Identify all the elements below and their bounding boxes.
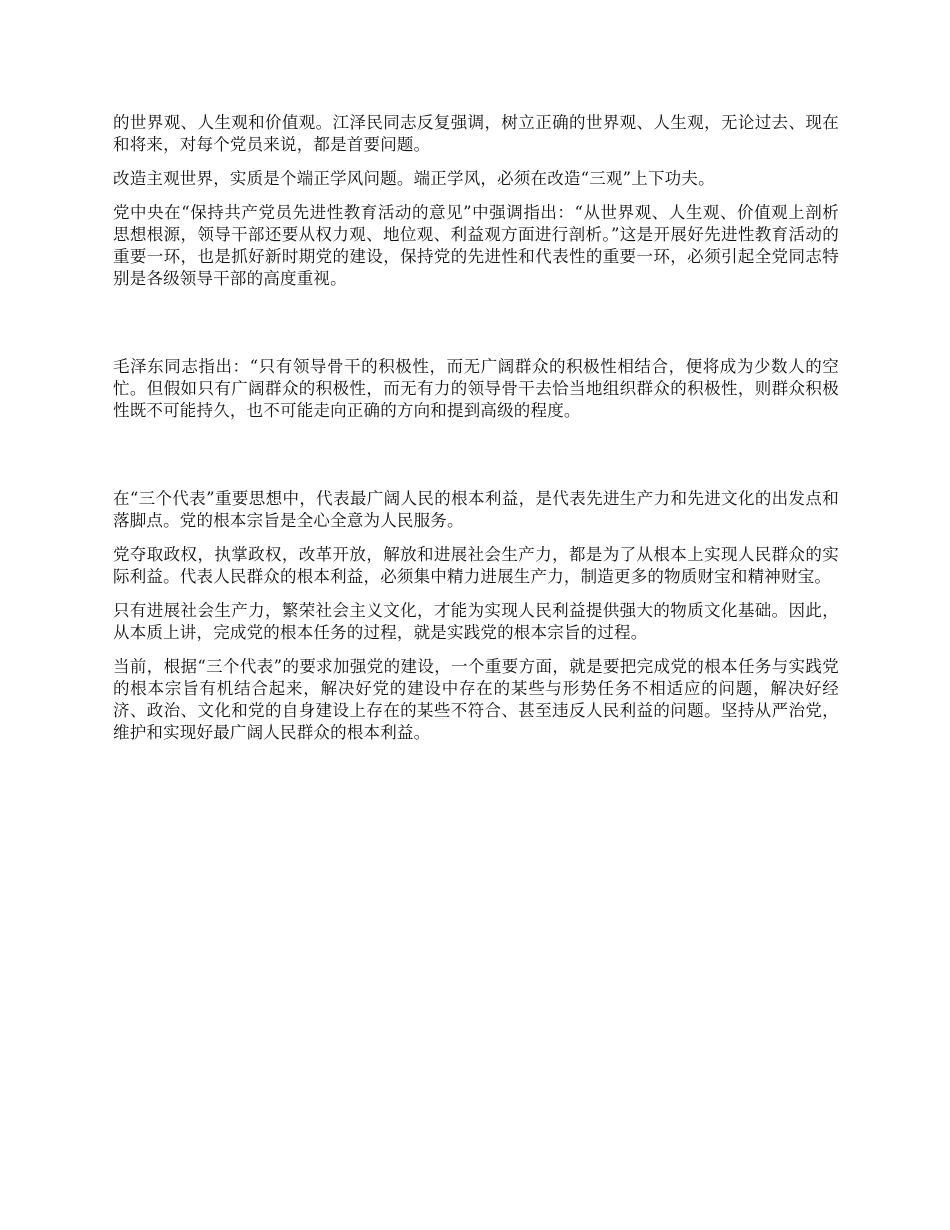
section-spacer (113, 422, 839, 488)
paragraph-4: 毛泽东同志指出：“只有领导骨干的积极性，而无广阔群众的积极性相结合，便将成为少数人的空忙。但假如只有广阔群众的积极性，而无有力的领导骨干去恰当地组织群众的积极性，则群众积极性既不可能持久，也不可能走向正确的方向和提到高级的程度。 (113, 357, 839, 420)
paragraph-3: 党中央在“保持共产党员先进性教育活动的意见”中强调指出：“从世界观、人生观、价值观上剖析思想根源，领导干部还要从权力观、地位观、利益观方面进行剖析。”这是开展好先进性教育活动的重要一环，也是抓好新时期党的建设，保持党的先进性和代表性的重要一环，必须引起全党同志特别是各级领导干部的高度重视。 (113, 203, 839, 288)
paragraph-spacer (113, 644, 839, 656)
paragraph-spacer (113, 588, 839, 600)
document-page (113, 112, 839, 744)
paragraph-7: 只有进展社会生产力，繁荣社会主义文化，才能为实现人民利益提供强大的物质文化基础。因此，从本质上讲，完成党的根本任务的过程，就是实践党的根本宗旨的过程。 (113, 601, 839, 642)
paragraph-2: 改造主观世界，实质是个端正学风问题。端正学风，必须在改造“三观”上下功夫。 (113, 169, 715, 188)
paragraph-spacer (113, 156, 839, 168)
paragraph-6: 党夺取政权，执掌政权，改革开放，解放和进展社会生产力，都是为了从根本上实现人民群众的实际利益。代表人民群众的根本利益，必须集中精力进展生产力，制造更多的物质财宝和精神财宝。 (113, 545, 839, 586)
section-spacer (113, 290, 839, 356)
paragraph-1: 的世界观、人生观和价值观。江泽民同志反复强调，树立正确的世界观、人生观，无论过去、现在和将来，对每个党员来说，都是首要问题。 (113, 113, 839, 154)
paragraph-spacer (113, 190, 839, 202)
paragraph-5: 在“三个代表”重要思想中，代表最广阔人民的根本利益，是代表先进生产力和先进文化的出发点和落脚点。党的根本宗旨是全心全意为人民服务。 (113, 489, 839, 530)
paragraph-8: 当前，根据“三个代表”的要求加强党的建设，一个重要方面，就是要把完成党的根本任务与实践党的根本宗旨有机结合起来，解决好党的建设中存在的某些与形势任务不相适应的问题，解决好经济、政治、文化和党的自身建设上存在的某些不符合、甚至违反人民利益的问题。坚持从严治党，维护和实现好最广阔人民群众的根本利益。 (113, 657, 839, 742)
paragraph-spacer (113, 532, 839, 544)
